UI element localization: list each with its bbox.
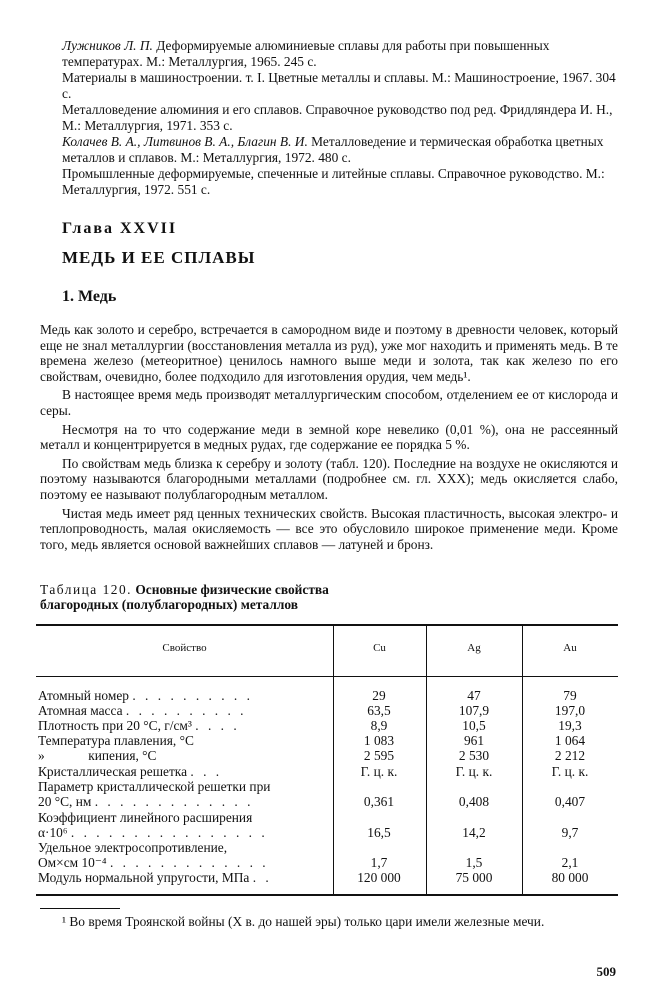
table-label: Таблица 120. (40, 582, 133, 597)
chapter-title: МЕДЬ И ЕЕ СПЛАВЫ (62, 248, 256, 267)
header-cu: Cu (373, 642, 386, 654)
table-top-rule (36, 624, 618, 626)
table-header-rule (36, 676, 618, 677)
footnote: ¹ Во время Троянской войны (X в. до нашей эры) только цари имели железные мечи. (62, 914, 545, 929)
reference-item: Лужников Л. П. Деформируемые алюминиевые сплавы для работы при повышенных температурах. М.: Металлургия, 1965. 245 с. (62, 38, 550, 69)
body-text (40, 322, 618, 555)
section-title: 1. Медь (62, 288, 117, 305)
header-au: Au (563, 642, 577, 654)
chapter-number: Глава XXVII (62, 220, 178, 237)
page-number: 509 (596, 964, 616, 979)
paragraph: В настоящее время медь производят металлургическим способом, отделением ее от кислорода и серы. (40, 387, 618, 418)
paragraph: Медь как золото и серебро, встречается в самородном виде и поэтому в древности человек, который еще не знал металлургии (восстановления металла из руд), уже мог находить и применять медь. В те времена железо (метеоритное) ценилось намного выше меди и золота, так как железо по его свойствам, очевидно, более подходило для изготовления орудия, чем медь¹. (40, 322, 618, 384)
reference-item: Металловедение алюминия и его сплавов. Справочное руководство под ред. Фридляндера И. Н., М.: Металлургия, 1971. 353 с. (62, 102, 613, 133)
table-caption (40, 582, 440, 612)
reference-item: Материалы в машиностроении. т. I. Цветные металлы и сплавы. М.: Машиностроение, 1967. 304 с. (62, 70, 616, 101)
reference-item: Колачев В. А., Литвинов В. А., Благин В. И. Металловедение и термическая обработка цветных металлов и сплавов. М.: Металлургия, 1972. 480 с. (62, 134, 604, 165)
properties-table: Свойство Cu Ag Au Атомный номер . . . . . . . . . . 29 47 79 Атомная масса . . . . . . . . . . 63,5 107,9 197,0 Плотность при 20 °С, г/см³ . . . . 8,9 10,5 19,3 Температура плавления, °С 1 083 961 1 064 » кипения, °С 2 595 2 530 2 212 Кристаллическая решетка . . . Г. ц. к. Г. ц. к. Г. ц. к. Параметр кристаллической решетки при 20 °С, нм . . . . . . . . . . . . . 0,361 0,408 0,407 Коэффициент линейного расширения α·10⁶ . . . . . . . . . . . . . . . . 16,5 14,2 9,7 Удельное электросопротивление, Ом×см 10⁻⁴ . . . . . . . . . . . . . 1,7 1,5 2,1 Модуль нормальной упругости, МПа . . 120 000 75 000 80 000 (36, 624, 618, 900)
paragraph: Несмотря на то что содержание меди в земной коре невелико (0,01 %), она не рассеянный металл и концентрируется в медных рудах, где содержание ее порядка 5 %. (40, 421, 618, 453)
paragraph: По свойствам медь близка к серебру и золоту (табл. 120). Последние на воздухе не окисляются и поэтому называются благородными металлами (подробнее см. гл. XXX); медь окисляется слабо, поэтому ее называют полублагородным металлом. (40, 455, 618, 502)
column-divider (426, 624, 427, 896)
reference-list (62, 38, 618, 198)
column-divider (522, 624, 523, 896)
footnote-rule (40, 908, 120, 909)
header-ag: Ag (467, 642, 481, 654)
header-property: Свойство (162, 642, 207, 654)
paragraph: Чистая медь имеет ряд ценных технических свойств. Высокая пластичность, высокая электро- и теплопроводность, малая окисляемость — все это обусловило широкое применение меди. Кроме того, медь является основой важнейших сплавов — латуней и бронз. (40, 505, 618, 552)
table-title-line1: Основные физические свойства (135, 582, 329, 597)
table-bottom-rule (36, 894, 618, 896)
reference-item: Промышленные деформируемые, спеченные и литейные сплавы. Справочное руководство. М.: Металлургия, 1972. 551 с. (62, 166, 605, 197)
table-title-line2: благородных (полублагородных) металлов (40, 597, 298, 612)
